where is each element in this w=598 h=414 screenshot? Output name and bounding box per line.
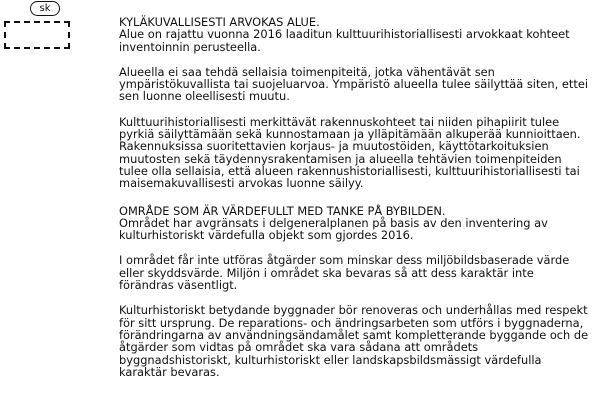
dashed-area-symbol <box>4 21 70 49</box>
legend-code-badge: sk <box>30 1 60 16</box>
finnish-section <box>119 16 589 190</box>
finnish-paragraph-1: Alue on rajattu vuonna 2016 laaditun kulttuurihistoriallisesti arvokkaat kohteet inventoinnin perusteella. <box>119 27 570 54</box>
swedish-section <box>119 205 589 379</box>
swedish-paragraph-1: Området har avgränsats i delgeneralplanen på basis av den inventering av kulturhistoriskt värdefulla objekt som gjordes 2016. <box>119 215 548 243</box>
swedish-paragraph-3: Kulturhistoriskt betydande byggnader bör renoveras och underhållas med respekt för sitt ursprung. De reparations- och ändringsarbeten som utförs i byggnaderna, förändringarna av användningsändamålet samt kompletterande byggande och de åtgärder som vidtas på området ska vara sådana att områdets byggnadshistoriskt, kulturhistoriskt eller landskapsbildsmässigt värdefulla karaktär bevaras. <box>119 303 589 379</box>
finnish-paragraph-2: Alueella ei saa tehdä sellaisia toimenpiteitä, jotka vähentävät sen ympäristökuvallista tai suojeluarvoa. Ympäristö alueella tulee säilyttää siten, ettei sen luonne oleellisesti muutu. <box>119 64 588 104</box>
swedish-section-title: OMRÅDE SOM ÄR VÄRDEFULLT MED TANKE PÅ BYBILDEN. <box>119 203 446 218</box>
finnish-paragraph-3: Kulttuurihistoriallisesti merkittävät rakennuskohteet tai niiden pihapiirit tulee pyrkiä säilyttämään sekä kunnostamaan ja ylläpitämään alkuperää kunnioittaen. Rakennuksissa suoritettavien korjaus- ja muutostöiden, käyttötarkoituksien muutosten sekä täydennysrakentamisen ja alueella tehtävien toimenpiteiden tulee olla sellaisia, että alueen rakennushistoriallisesti, kulttuurihistoriallisesti tai maisemakuvallisesti arvokas luonne säilyy. <box>119 114 581 191</box>
finnish-section-title: KYLÄKUVALLISESTI ARVOKAS ALUE. <box>119 15 320 29</box>
swedish-paragraph-2: I området får inte utföras åtgärder som minskar dess miljöbildsbaserade värde eller skyddsvärde. Miljön i området ska bevaras så att dess karaktär inte förändras väsentligt. <box>119 253 570 293</box>
legend-symbol-group <box>4 1 74 53</box>
regulation-text <box>119 16 589 378</box>
